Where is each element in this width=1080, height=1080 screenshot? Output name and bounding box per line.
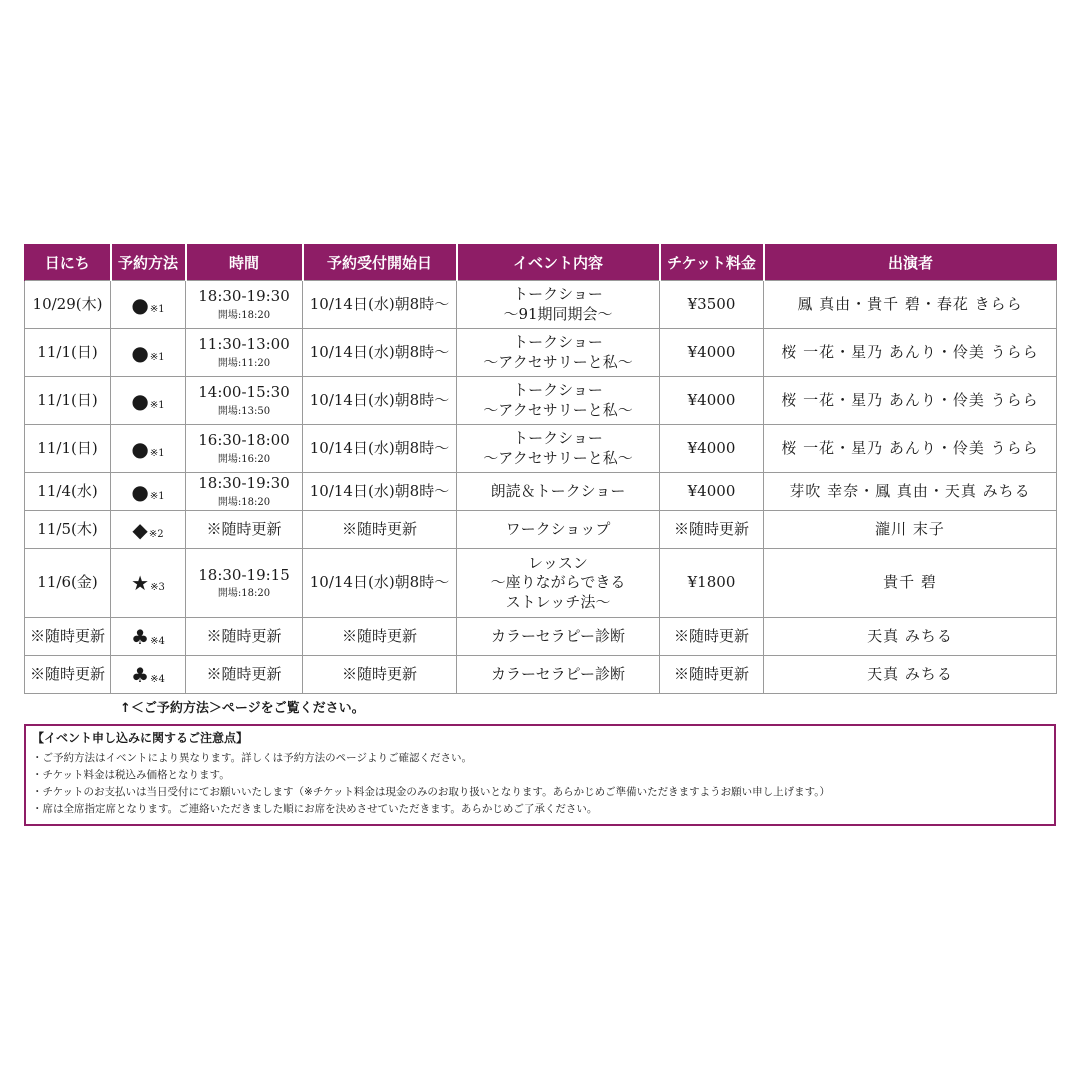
table-row [25,549,1057,618]
ticket-price-cell: ※随時更新 [660,511,764,549]
reservation-symbol: ◆ [132,517,148,542]
date-cell: ※随時更新 [25,618,111,656]
doors-open-time: 開場:18:20 [217,588,271,600]
event-schedule-document [24,244,1056,826]
header-performers: 出演者 [764,244,1057,281]
doors-open-time: 開場:13:50 [217,405,271,417]
performers-cell: 芽吹 幸奈・鳳 真由・天真 みちる [764,473,1057,511]
header-booking-start: 予約受付開始日 [303,244,457,281]
ticket-price-cell: ※随時更新 [660,618,764,656]
doors-open-time: 開場:18:20 [217,309,271,321]
time-range: ※随時更新 [206,626,282,645]
booking-start-cell: 10/14日(水)朝8時～ [303,377,457,425]
time-range: ※随時更新 [206,519,282,538]
booking-start-cell: ※随時更新 [303,656,457,694]
event-schedule-table [24,244,1057,694]
event-line: ～アクセサリーと私～ [483,352,633,371]
reservation-note: ※1 [149,447,165,459]
performers-cell: 天真 みちる [764,618,1057,656]
performers-cell: 貴千 碧 [764,549,1057,618]
reservation-symbol: ● [131,340,149,365]
reservation-method-cell [111,425,186,473]
doors-open-time: 開場:11:20 [217,357,271,369]
reservation-note: ※1 [149,351,165,363]
reservation-method-cell [111,656,186,694]
notice-item: ・席は全席指定席となります。ご連絡いただきました順にお席を決めさせていただきます。あらかじめご了承ください。 [32,803,598,815]
reservation-note: ※4 [150,635,165,647]
ticket-price-cell: ¥3500 [660,281,764,329]
reservation-method-cell [111,618,186,656]
reservation-method-cell [111,473,186,511]
table-body [25,281,1057,694]
booking-start-cell: 10/14日(水)朝8時～ [303,473,457,511]
reservation-symbol: ♣ [131,624,150,649]
event-content-cell [457,618,660,656]
reservation-symbol: ● [131,479,149,504]
reservation-method-cell [111,281,186,329]
reservation-symbol: ● [131,436,149,461]
header-ticket-price: チケット料金 [660,244,764,281]
time-range: 18:30-19:30 [198,474,290,493]
table-header-row [25,244,1057,281]
event-content-cell [457,473,660,511]
table-row [25,281,1057,329]
time-cell [186,377,303,425]
table-row [25,656,1057,694]
reservation-note: ※1 [149,490,165,502]
performers-cell: 鳳 真由・貴千 碧・春花 きらら [764,281,1057,329]
reservation-symbol: ● [131,388,149,413]
time-cell [186,618,303,656]
reservation-note: ※2 [148,528,164,540]
doors-open-time: 開場:18:20 [217,496,271,508]
date-cell: ※随時更新 [25,656,111,694]
time-cell [186,425,303,473]
event-line: トークショー [513,381,603,399]
time-range: 11:30-13:00 [198,335,290,354]
event-line: トークショー [513,429,603,447]
reservation-method-caption: ↑＜ご予約方法＞ページをご覧ください。 [120,701,365,716]
booking-start-cell: ※随時更新 [303,618,457,656]
event-line: ストレッチ法～ [505,592,611,611]
reservation-method-cell [111,377,186,425]
header-time: 時間 [186,244,303,281]
time-range: 16:30-18:00 [198,431,290,450]
booking-start-cell: ※随時更新 [303,511,457,549]
reservation-symbol: ♣ [131,662,150,687]
table-row [25,377,1057,425]
event-line: ～91期同期会～ [503,304,613,323]
header-event-content: イベント内容 [457,244,660,281]
event-line: カラーセラピー診断 [490,664,626,683]
notice-item: ・チケット料金は税込み価格となります。 [32,769,230,781]
ticket-price-cell: ¥4000 [660,329,764,377]
booking-start-cell: 10/14日(水)朝8時～ [303,425,457,473]
doors-open-time: 開場:16:20 [217,453,271,465]
time-range: 18:30-19:30 [198,287,290,306]
event-content-cell [457,425,660,473]
event-content-cell [457,281,660,329]
reservation-method-cell [111,549,186,618]
reservation-note: ※4 [150,673,165,685]
notice-item: ・チケットのお支払いは当日受付にてお願いいたします（※チケット料金は現金のみのお取り扱いとなります。あらかじめご準備いただきますようお願い申し上げます。） [32,786,830,798]
time-cell [186,511,303,549]
notice-box [24,724,1056,826]
ticket-price-cell: ¥4000 [660,473,764,511]
event-line: ワークショップ [505,519,611,538]
event-content-cell [457,329,660,377]
ticket-price-cell: ¥4000 [660,425,764,473]
ticket-price-cell: ¥1800 [660,549,764,618]
time-cell [186,656,303,694]
reservation-method-cell [111,329,186,377]
ticket-price-cell: ※随時更新 [660,656,764,694]
ticket-price-cell: ¥4000 [660,377,764,425]
time-range: 18:30-19:15 [198,565,290,584]
header-reservation-method: 予約方法 [111,244,186,281]
booking-start-cell: 10/14日(水)朝8時～ [303,549,457,618]
event-line: 朗読＆トークショー [490,481,626,500]
reservation-symbol: ★ [131,571,150,595]
time-cell [186,329,303,377]
time-cell [186,473,303,511]
reservation-note: ※1 [149,303,165,315]
event-line: トークショー [513,285,603,303]
table-row [25,618,1057,656]
performers-cell: 桜 一花・星乃 あんり・伶美 うらら [764,425,1057,473]
event-line: ～アクセサリーと私～ [483,400,633,419]
performers-cell: 桜 一花・星乃 あんり・伶美 うらら [764,377,1057,425]
table-row [25,511,1057,549]
time-range: ※随時更新 [206,664,282,683]
performers-cell: 桜 一花・星乃 あんり・伶美 うらら [764,329,1057,377]
event-line: レッスン [528,553,588,572]
table-row [25,473,1057,511]
booking-start-cell: 10/14日(水)朝8時～ [303,329,457,377]
event-content-cell [457,511,660,549]
event-line: ～アクセサリーと私～ [483,448,633,467]
date-cell: 11/4(水) [25,473,111,511]
performers-cell: 天真 みちる [764,656,1057,694]
reservation-note: ※3 [150,582,165,593]
date-cell: 10/29(木) [25,281,111,329]
time-cell [186,549,303,618]
date-cell: 11/1(日) [25,377,111,425]
reservation-symbol: ● [131,292,149,317]
header-date: 日にち [25,244,111,281]
table-row [25,329,1057,377]
date-cell: 11/5(木) [25,511,111,549]
date-cell: 11/6(金) [25,549,111,618]
time-range: 14:00-15:30 [198,383,290,402]
reservation-method-cell [111,511,186,549]
event-content-cell [457,377,660,425]
performers-cell: 瀧川 末子 [764,511,1057,549]
time-cell [186,281,303,329]
event-line: ～座りながらできる [490,573,626,592]
event-line: カラーセラピー診断 [490,626,626,645]
reservation-note: ※1 [149,399,165,411]
event-content-cell [457,549,660,618]
table-row [25,425,1057,473]
notice-title: 【イベント申し込みに関するご注意点】 [32,731,249,745]
event-line: トークショー [513,333,603,351]
booking-start-cell: 10/14日(水)朝8時～ [303,281,457,329]
date-cell: 11/1(日) [25,329,111,377]
event-content-cell [457,656,660,694]
date-cell: 11/1(日) [25,425,111,473]
notice-item: ・ご予約方法はイベントにより異なります。詳しくは予約方法のページよりご確認ください。 [32,752,472,764]
